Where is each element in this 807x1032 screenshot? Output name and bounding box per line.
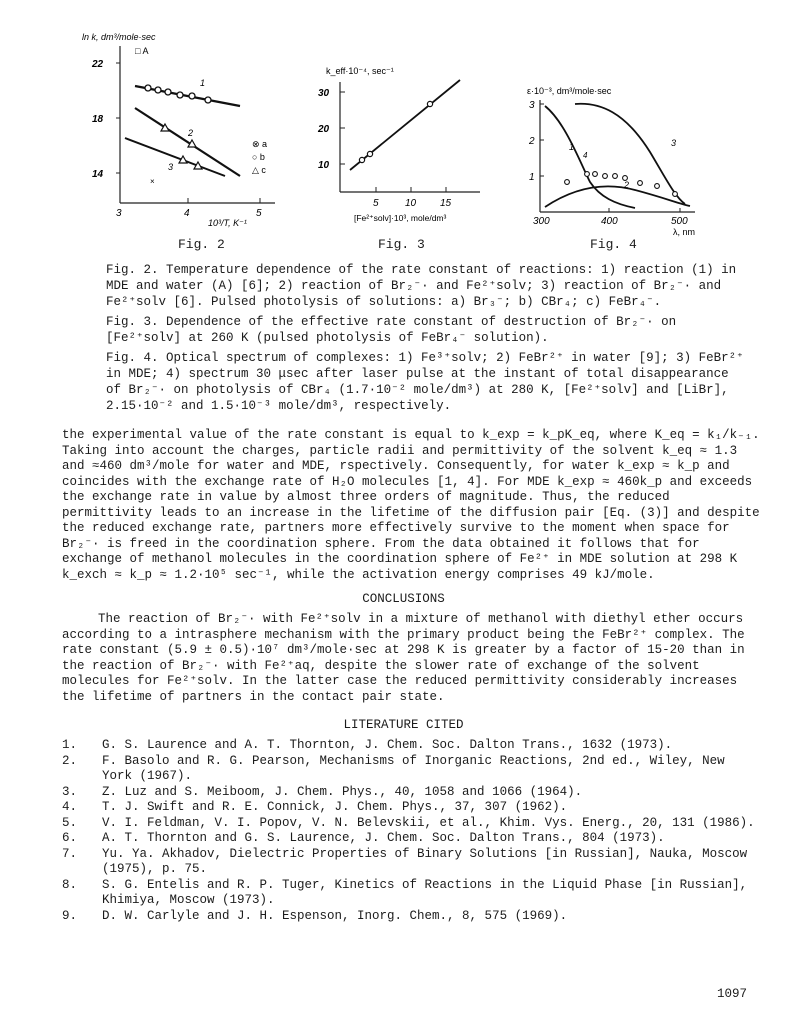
figure-4 bbox=[525, 82, 710, 240]
reference-item bbox=[62, 816, 762, 832]
fig4-xtick: 400 bbox=[601, 216, 618, 227]
fig3-xtick: 5 bbox=[373, 198, 379, 209]
fig3-line bbox=[350, 80, 460, 170]
reference-text: V. I. Feldman, V. I. Popov, V. N. Belevskii, et al., Khim. Vys. Energ., 20, 131 (1986). bbox=[102, 815, 755, 830]
fig4-label: Fig. 4 bbox=[590, 237, 637, 252]
conclusions-heading: CONCLUSIONS bbox=[362, 592, 445, 606]
reference-item bbox=[62, 800, 762, 816]
fig2-caption: Fig. 2. Temperature dependence of the rate constant of reactions: 1) reaction (1) in MDE and water (A) [6]; 2) reaction of Br₂⁻· and Fe²⁺solv; 3) reaction of Br₂⁻· and Fe²⁺solv [6]. Pulsed photolysis of solutions: a) Br₃⁻; b) CBr₄; c) FeBr₄⁻. bbox=[106, 263, 737, 309]
reference-number: 9. bbox=[62, 908, 78, 923]
reference-item bbox=[62, 785, 762, 801]
fig4-curve-1 bbox=[545, 106, 635, 208]
fig2-xtick: 4 bbox=[184, 208, 190, 219]
fig3-xtick: 10 bbox=[405, 198, 417, 209]
fig3-ylabel: k_eff·10⁻⁴, sec⁻¹ bbox=[326, 66, 394, 76]
fig2-xtick: 3 bbox=[116, 208, 122, 219]
reference-text: Z. Luz and S. Meiboom, J. Chem. Phys., 40, 1058 and 1066 (1964). bbox=[102, 784, 583, 799]
fig2-xlabel: 10³/T, K⁻¹ bbox=[208, 218, 247, 228]
reference-number: 8. bbox=[62, 877, 78, 892]
reference-number: 2. bbox=[62, 753, 78, 768]
reference-text: D. W. Carlyle and J. H. Espenson, Inorg. Chem., 8, 575 (1969). bbox=[102, 908, 568, 923]
fig4-ytick: 3 bbox=[529, 100, 535, 111]
reference-text: F. Basolo and R. G. Pearson, Mechanisms of Inorganic Reactions, 2nd ed., Wiley, New York (1967). bbox=[102, 753, 725, 783]
fig2-top-marker: □ A bbox=[135, 46, 149, 56]
fig3-ytick: 30 bbox=[318, 88, 330, 99]
references-list bbox=[62, 738, 762, 924]
fig2-curve-label: 2 bbox=[188, 128, 194, 138]
reference-text: Yu. Ya. Akhadov, Dielectric Properties of Binary Solutions [in Russian], Nauka, Moscow (1975), p. 75. bbox=[102, 846, 748, 876]
reference-item bbox=[62, 878, 762, 909]
reference-item bbox=[62, 847, 762, 878]
fig3-xtick: 15 bbox=[440, 198, 452, 209]
reference-item bbox=[62, 738, 762, 754]
fig4-curve-label: 2 bbox=[624, 180, 630, 190]
fig4-xlabel: λ, nm bbox=[673, 227, 696, 237]
fig4-ylabel: ε·10⁻³, dm³/mole·sec bbox=[527, 86, 612, 96]
fig2-legend-c: △ c bbox=[252, 165, 266, 175]
reference-number: 7. bbox=[62, 846, 78, 861]
fig4-xtick: 500 bbox=[671, 216, 688, 227]
svg-text:×: × bbox=[150, 177, 155, 186]
fig2-legend-a: ⊗ a bbox=[252, 139, 268, 149]
fig3-label: Fig. 3 bbox=[378, 237, 425, 252]
fig3-caption: Fig. 3. Dependence of the effective rate constant of destruction of Br₂⁻· on [Fe²⁺solv] at 260 K (pulsed photolysis of FeBr₄⁻ solution). bbox=[106, 315, 677, 345]
reference-item bbox=[62, 754, 762, 785]
fig4-curve-label: 1 bbox=[569, 142, 575, 152]
body-paragraph: the experimental value of the rate constant is equal to k_exp = k_pK_eq, where K_eq = k₁/k₋₁. Taking into account the charges, particle radii and permittivity of the solvent k_eq ≈ 1.3 and ≈460 dm³/mole for water and MDE, rspectively. Consequently, for water k_exp ≈ k_p and coincides with the exchange rate of H₂O molecules [1, 4]. For MDE k_exp ≈ 460k_p and exceeds the exchange rate in value by almost three orders of magnitude. Thus, the reduced permittivity leads to an increase in the lifetime of the diffusion pair [Eq. (3)] and despite the reduced exchange rate, partners more effectively survive to the moment when space for Br₂⁻· is freed in the coordination sphere. From the data obtained it follows that for exchange of methanol molecules in the coordination sphere of Fe²⁺ in MDE solution at 298 K k_exch ≈ k_p ≈ 1.2·10⁵ sec⁻¹, while the activation energy comprises 49 kJ/mole. bbox=[62, 428, 760, 582]
fig2-ytick: 18 bbox=[92, 114, 104, 125]
fig3-xlabel: [Fe²⁺solv]·10³, mole/dm³ bbox=[354, 213, 447, 223]
reference-item bbox=[62, 831, 762, 847]
reference-number: 1. bbox=[62, 738, 78, 752]
reference-number: 4. bbox=[62, 800, 78, 814]
fig4-caption: Fig. 4. Optical spectrum of complexes: 1) Fe³⁺solv; 2) FeBr²⁺ in water [9]; 3) FeBr²⁺ in MDE; 4) spectrum 30 μsec after laser pulse at the instant of total disappearance of Br₂⁻· on photolysis of CBr₄ (1.7·10⁻² mole/dm³) at 280 K, [Fe²⁺solv] and [LiBr], 2.15·10⁻² and 1.5·10⁻³ mole/dm³, respectively. bbox=[106, 351, 744, 413]
reference-number: 6. bbox=[62, 831, 78, 845]
fig4-curve-4-points bbox=[565, 172, 678, 197]
fig2-curve-label: 1 bbox=[200, 78, 206, 88]
fig2-legend-b: ○ b bbox=[252, 152, 265, 162]
fig4-ytick: 2 bbox=[529, 136, 535, 147]
page-number: 1097 bbox=[716, 987, 747, 1001]
fig2-xtick: 5 bbox=[256, 208, 262, 219]
reference-text: A. T. Thornton and G. S. Laurence, J. Chem. Soc. Dalton Trans., 804 (1973). bbox=[102, 831, 665, 845]
figure-2 bbox=[80, 28, 280, 233]
fig4-ytick: 1 bbox=[529, 172, 535, 183]
reference-number: 3. bbox=[62, 784, 78, 799]
fig2-ytick: 14 bbox=[92, 169, 104, 180]
reference-number: 5. bbox=[62, 815, 78, 830]
conclusions-paragraph: The reaction of Br₂⁻· with Fe²⁺solv in a mixture of methanol with diethyl ether occurs according to a intrasphere mechanism with the primary product being the FeBr²⁺ complex. The rate constant (5.9 ± 0.5)·10⁷ dm³/mole·sec at 298 K is greater by a factor of 15-20 than in the reaction of Br₂⁻· with Fe²⁺aq, despite the slower rate of exchange of the solvent molecules for Fe²⁺solv. In the latter case the reduced permittivity considerably increases the lifetime of partners in the contact pair state. bbox=[62, 612, 745, 704]
literature-heading: LITERATURE CITED bbox=[343, 718, 464, 732]
fig3-ytick: 20 bbox=[318, 124, 330, 135]
fig4-curve-label: 3 bbox=[671, 138, 677, 148]
fig3-ytick: 10 bbox=[318, 160, 330, 171]
figure-3 bbox=[310, 62, 495, 232]
fig4-curve-label: 4 bbox=[583, 151, 588, 160]
fig2-curve-label: 3 bbox=[168, 162, 174, 172]
fig4-xtick: 300 bbox=[533, 216, 550, 227]
reference-text: G. S. Laurence and A. T. Thornton, J. Chem. Soc. Dalton Trans., 1632 (1973). bbox=[102, 738, 673, 752]
fig2-curve-2 bbox=[135, 108, 240, 176]
reference-text: S. G. Entelis and R. P. Tuger, Kinetics of Reactions in the Liquid Phase [in Russian], Khimiya, Moscow (1973). bbox=[102, 877, 748, 907]
reference-item bbox=[62, 909, 762, 925]
fig2-label: Fig. 2 bbox=[178, 237, 225, 252]
fig2-ylabel: ln k, dm³/mole·sec bbox=[82, 32, 156, 42]
reference-text: T. J. Swift and R. E. Connick, J. Chem. Phys., 37, 307 (1962). bbox=[102, 800, 568, 814]
fig2-ytick: 22 bbox=[92, 59, 104, 70]
